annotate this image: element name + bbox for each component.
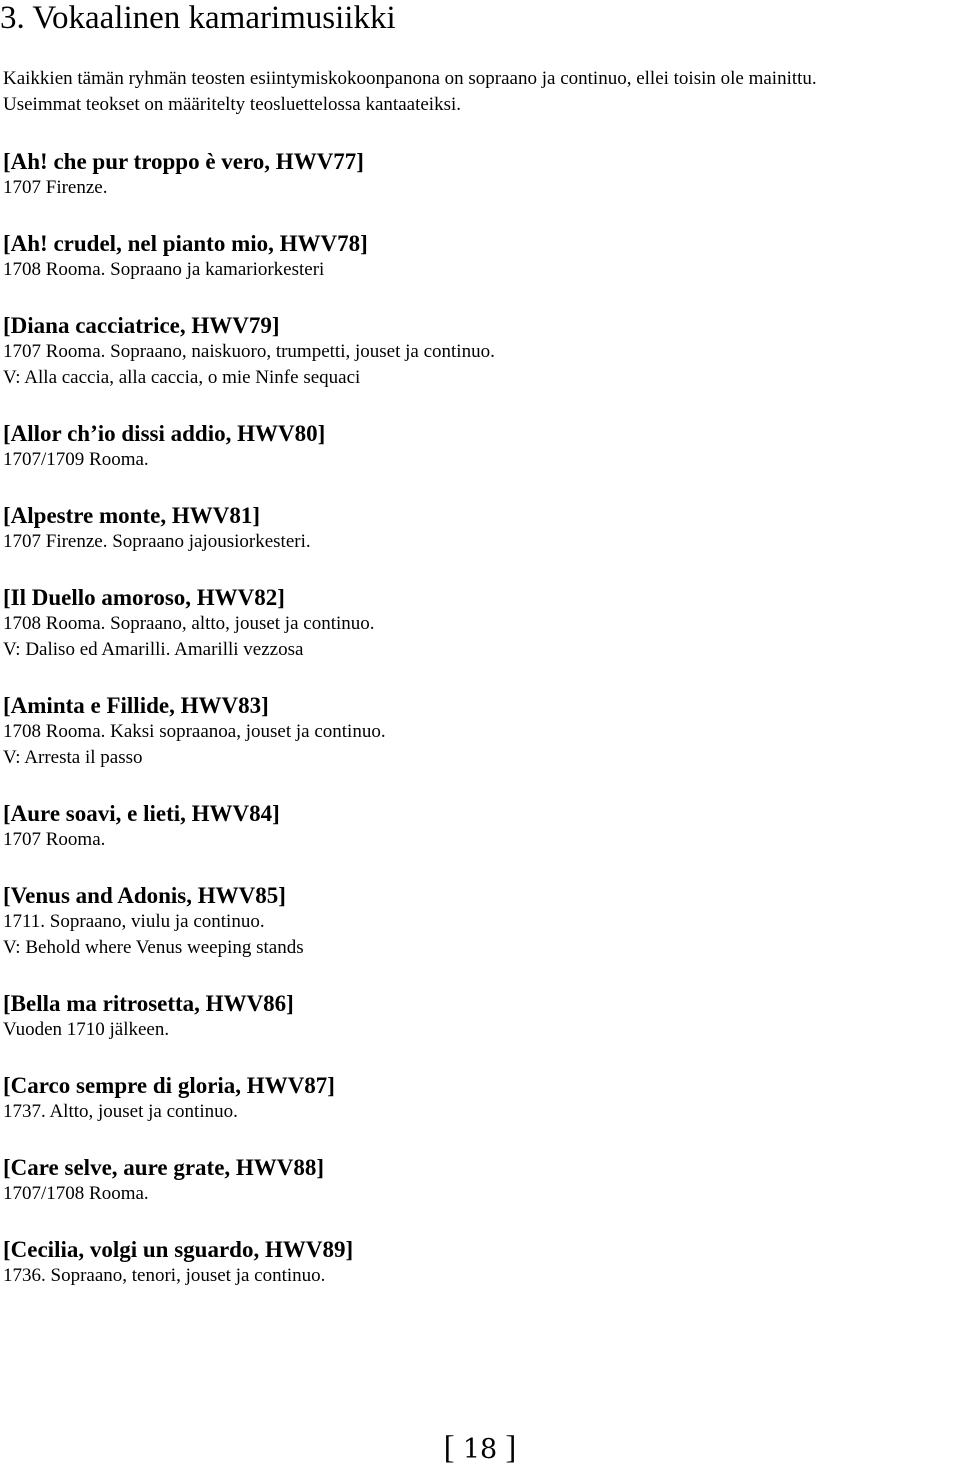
work-details: 1707/1708 Rooma. — [3, 1183, 149, 1204]
work-title: [Allor ch’io dissi addio, HWV80] — [3, 421, 326, 446]
work-title: [Alpestre monte, HWV81] — [3, 503, 260, 528]
work-details: 1707 Firenze. Sopraano jajousiorkesteri. — [3, 531, 311, 552]
work-entry — [3, 502, 953, 555]
intro-paragraph — [3, 66, 953, 118]
work-details: 1708 Rooma. Sopraano, altto, jouset ja continuo. — [3, 613, 375, 634]
work-entry — [3, 990, 953, 1043]
work-title: [Venus and Adonis, HWV85] — [3, 883, 286, 908]
intro-line: Kaikkien tämän ryhmän teosten esiintymiskokoonpanona on sopraano ja continuo, ellei toisin ole mainittu. — [3, 68, 817, 89]
work-title: [Cecilia, volgi un sguardo, HWV89] — [3, 1237, 354, 1262]
work-details: 1711. Sopraano, viulu ja continuo. — [3, 911, 265, 932]
work-title: [Ah! crudel, nel pianto mio, HWV78] — [3, 231, 368, 256]
work-details: 1736. Sopraano, tenori, jouset ja continuo. — [3, 1265, 326, 1286]
work-title: [Care selve, aure grate, HWV88] — [3, 1155, 325, 1180]
work-entry — [3, 148, 953, 201]
work-details: 1707 Rooma. Sopraano, naiskuoro, trumpetti, jouset ja continuo. — [3, 341, 495, 362]
work-entry — [3, 420, 953, 473]
page-number-value: 18 — [462, 1434, 498, 1465]
work-details: 1707/1709 Rooma. — [3, 449, 149, 470]
page-number-open-bracket: [ — [443, 1430, 455, 1466]
work-incipit: V: Daliso ed Amarilli. Amarilli vezzosa — [3, 639, 304, 660]
work-entry — [3, 1072, 953, 1125]
work-incipit: V: Behold where Venus weeping stands — [3, 937, 304, 958]
work-title: [Carco sempre di gloria, HWV87] — [3, 1073, 335, 1098]
work-entry — [3, 882, 953, 961]
work-list — [3, 148, 953, 1318]
work-title: [Bella ma ritrosetta, HWV86] — [3, 991, 294, 1016]
page-number — [0, 1430, 960, 1468]
work-details: 1708 Rooma. Kaksi sopraanoa, jouset ja continuo. — [3, 721, 386, 742]
work-entry — [3, 800, 953, 853]
intro-line: Useimmat teokset on määritelty teosluettelossa kantaateiksi. — [3, 94, 461, 115]
work-entry — [3, 230, 953, 283]
work-details: 1737. Altto, jouset ja continuo. — [3, 1101, 238, 1122]
work-incipit: V: Arresta il passo — [3, 747, 143, 768]
work-title: [Ah! che pur troppo è vero, HWV77] — [3, 149, 364, 174]
work-title: [Diana cacciatrice, HWV79] — [3, 313, 280, 338]
work-entry — [3, 312, 953, 391]
section-title: 3. Vokaalinen kamarimusiikki — [0, 0, 396, 36]
work-entry — [3, 692, 953, 771]
work-details: 1707 Rooma. — [3, 829, 106, 850]
work-title: [Il Duello amoroso, HWV82] — [3, 585, 285, 610]
work-entry — [3, 1236, 953, 1289]
work-details: 1708 Rooma. Sopraano ja kamariorkesteri — [3, 259, 325, 280]
work-details: 1707 Firenze. — [3, 177, 108, 198]
work-entry — [3, 1154, 953, 1207]
work-details: Vuoden 1710 jälkeen. — [3, 1019, 170, 1040]
work-title: [Aure soavi, e lieti, HWV84] — [3, 801, 280, 826]
work-entry — [3, 584, 953, 663]
work-incipit: V: Alla caccia, alla caccia, o mie Ninfe sequaci — [3, 367, 361, 388]
work-title: [Aminta e Fillide, HWV83] — [3, 693, 269, 718]
page-number-close-bracket: ] — [505, 1430, 517, 1466]
